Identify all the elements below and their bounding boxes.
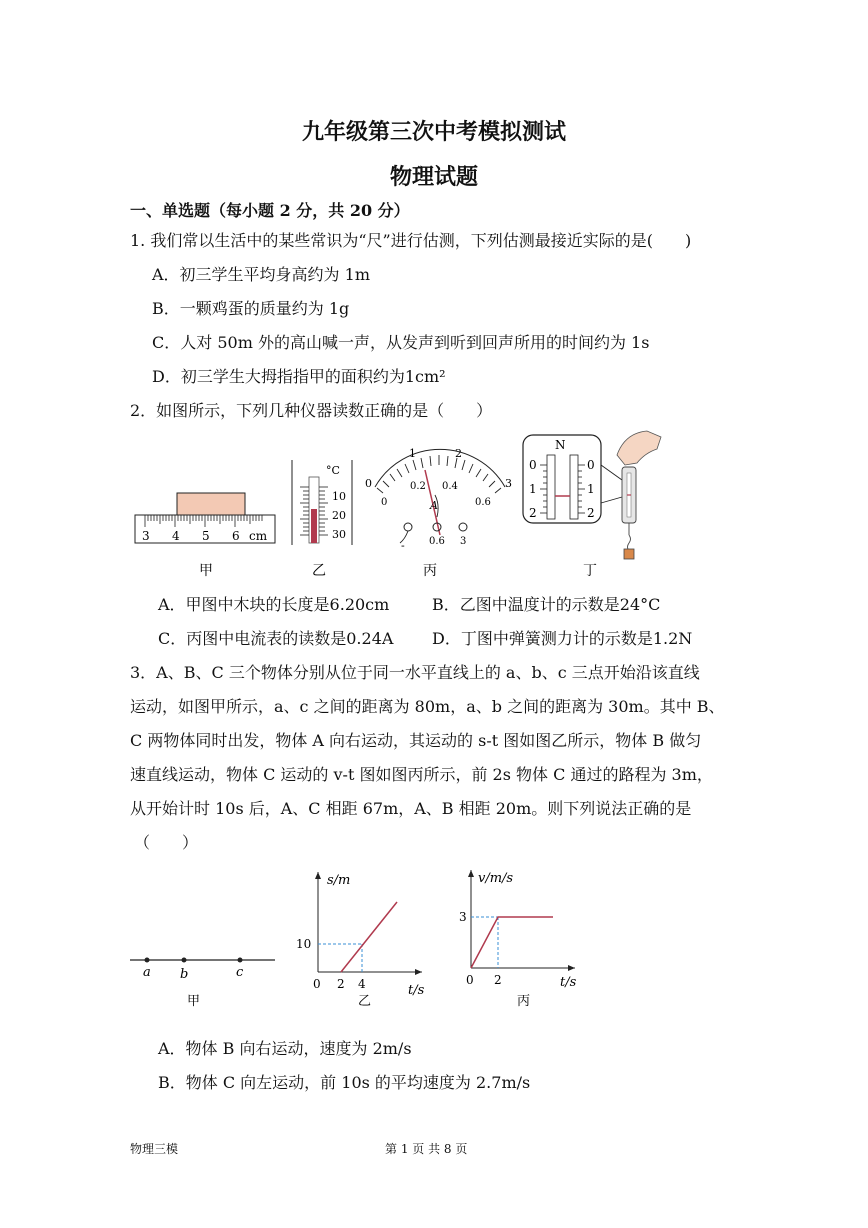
ammeter-bottom-0: 0	[381, 497, 388, 508]
q2-option-c: C．丙图中电流表的读数是0.24A	[158, 629, 394, 648]
ammeter-top-0: 0	[365, 477, 372, 490]
ruler-unit: cm	[249, 529, 268, 543]
page-title: 九年级第三次中考模拟测试	[301, 119, 566, 145]
ruler-tick-5: 5	[202, 529, 210, 543]
ruler-tick-4: 4	[172, 529, 180, 543]
ruler-tick-6: 6	[232, 529, 240, 543]
ruler-tick-3: 3	[142, 529, 150, 543]
ammeter-ticks	[377, 455, 501, 493]
caption-jia: 甲	[199, 563, 213, 579]
q3-line-3: C 两物体同时出发，物体 A 向右运动，其运动的 s-t 图如图乙所示，物体 B 做匀	[130, 731, 702, 750]
ruler-figure	[135, 493, 275, 543]
q2-option-b: B．乙图中温度计的示数是24°C	[432, 595, 661, 614]
q1-option-b: B．一颗鸡蛋的质量约为 1g	[152, 299, 350, 318]
ammeter-bottom-04: 0.4	[442, 481, 458, 492]
v-t-graph	[459, 870, 577, 1009]
ammeter-top-1: 1	[409, 447, 416, 460]
scale-left-0: 0	[529, 458, 537, 472]
v-t-xlabel: t/s	[560, 975, 577, 990]
v-t-line	[471, 917, 553, 968]
s-t-ytick-10: 10	[296, 937, 312, 951]
section-heading: 一、单选题（每小题 2 分，共 20 分）	[130, 201, 410, 220]
q1-option-c: C．人对 50m 外的高山喊一声，从发声到听到回声所用的时间约为 1s	[152, 333, 650, 352]
s-t-ylabel: s/m	[327, 873, 351, 888]
ammeter-top-3: 3	[505, 477, 512, 490]
point-a: a	[143, 965, 151, 980]
scale-left-1: 1	[529, 482, 537, 496]
thermometer-figure	[292, 460, 352, 545]
scale-left-2: 2	[529, 506, 537, 520]
s-t-graph	[296, 872, 425, 1009]
thermo-tick-20: 20	[332, 509, 346, 522]
thermo-tick-30: 30	[332, 528, 346, 541]
s-t-origin: 0	[313, 977, 321, 991]
v-t-ylabel: v/m/s	[478, 871, 514, 886]
ammeter-letter: A	[430, 499, 438, 512]
scale-right-2: 2	[587, 506, 595, 520]
scale-right-1: 1	[587, 482, 595, 496]
s-t-line	[341, 902, 397, 972]
caption-q3-bing: 丙	[517, 994, 531, 1009]
ammeter-top-2: 2	[455, 447, 462, 460]
thermo-tick-10: 10	[332, 490, 346, 503]
mercury-column	[311, 509, 317, 543]
caption-q3-yi: 乙	[358, 994, 372, 1009]
spring-scale-figure	[523, 431, 661, 559]
s-t-xtick-4: 4	[358, 977, 366, 991]
q2-stem: 2．如图所示，下列几种仪器读数正确的是（ ）	[130, 401, 493, 420]
q1-stem: 1. 我们常以生活中的某些常识为“尺”进行估测，下列估测最接近实际的是( )	[130, 231, 692, 250]
q3-line-5: 从开始计时 10s 后，A、C 相距 67m，A、B 相距 20m。则下列说法正确的是	[130, 799, 692, 818]
terminal-minus: -	[401, 539, 405, 552]
caption-bing: 丙	[423, 563, 437, 579]
scale-right-0: 0	[587, 458, 595, 472]
q3-line-6: （ ）	[134, 833, 199, 852]
q3-option-a: A．物体 B 向右运动，速度为 2m/s	[158, 1039, 412, 1058]
v-t-ytick-3: 3	[459, 910, 467, 924]
s-t-xtick-2: 2	[337, 977, 345, 991]
q2-option-a: A．甲图中木块的长度是6.20cm	[158, 595, 390, 614]
footer-left: 物理三模	[130, 1142, 179, 1156]
weight-block	[624, 549, 634, 559]
page-number: 第 1 页 共 8 页	[385, 1142, 468, 1156]
q1-option-d: D．初三学生大拇指指甲的面积约为1cm²	[152, 367, 446, 386]
v-t-xtick-2: 2	[494, 973, 502, 987]
terminal-06: 0.6	[429, 536, 445, 547]
wooden-block	[177, 493, 245, 515]
thermometer-unit: °C	[326, 464, 340, 477]
caption-yi: 乙	[312, 563, 326, 579]
terminal-3: 3	[460, 536, 467, 547]
q3-figure	[125, 860, 595, 1020]
q2-figure	[125, 425, 705, 585]
q3-line-1: 3．A、B、C 三个物体分别从位于同一水平直线上的 a、b、c 三点开始沿该直线	[130, 663, 700, 682]
q3-option-b: B．物体 C 向左运动，前 10s 的平均速度为 2.7m/s	[158, 1073, 531, 1092]
v-t-origin: 0	[466, 973, 474, 987]
point-c: c	[236, 965, 244, 980]
q1-option-a: A．初三学生平均身高约为 1m	[152, 265, 370, 284]
s-t-xlabel: t/s	[408, 983, 425, 998]
ammeter-figure	[365, 447, 512, 552]
q3-line-2: 运动，如图甲所示，a、c 之间的距离为 80m，a、b 之间的距离为 30m。其中 B、	[130, 697, 725, 716]
caption-ding: 丁	[583, 563, 597, 579]
spring-scale-unit: N	[555, 438, 566, 452]
page-subtitle: 物理试题	[389, 164, 478, 190]
ammeter-bottom-02: 0.2	[410, 481, 426, 492]
ammeter-bottom-06: 0.6	[475, 497, 491, 508]
caption-q3-jia: 甲	[187, 994, 201, 1009]
hand-icon	[617, 431, 661, 465]
q3-line-4: 速直线运动，物体 C 运动的 v-t 图如图丙所示，前 2s 物体 C 通过的路程为 3m，	[130, 765, 713, 784]
point-b: b	[180, 967, 189, 982]
line-points-figure	[130, 958, 275, 1010]
q2-option-d: D．丁图中弹簧测力计的示数是1.2N	[432, 629, 693, 648]
